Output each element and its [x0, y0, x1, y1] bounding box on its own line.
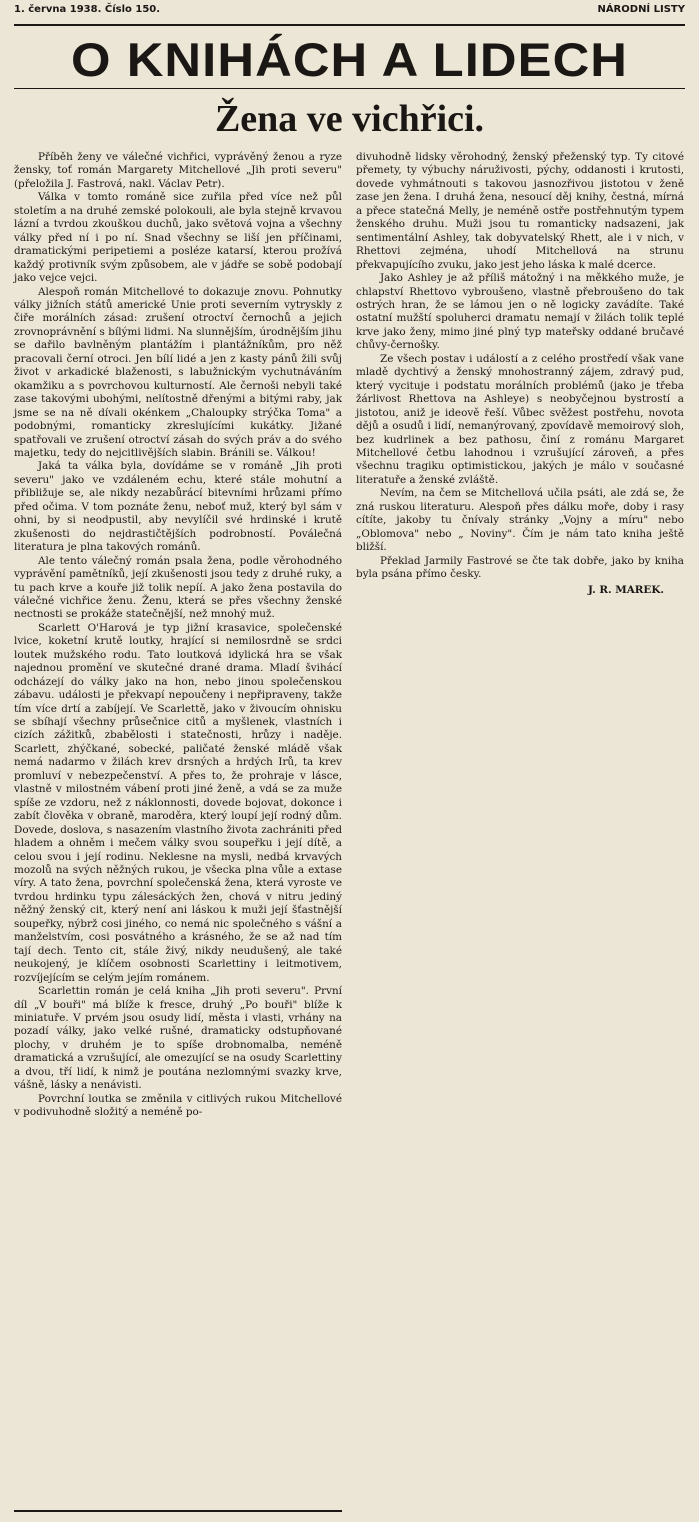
paper-name: NÁRODNÍ LISTY — [597, 4, 685, 15]
header-rule — [14, 24, 685, 26]
article-body — [14, 151, 685, 1120]
paragraph: Alespoň román Mitchellové to dokazuje znovu. Pohnutky války jižních států americké Unie proti severním vytryskly z čiře morálních zásad: zrušení otroctví černochů a jejich zrovnoprávnění s bílými lidmi. Na slunnějším, úrodnějším jihu se dařilo bavlněným plantážím i plantážníkům, pro něž pracovali černí otroci. Jen bílí lidé a jen z kasty pánů žili svůj život v arkadické blaženosti, s labužnickým vychutnáváním okamžiku a s povrchovou kulturností. Ale černoši nebyli také zase takovými ubohými, nelítostně dřenými a bitými raby, jak jsme se na ně dívali okénkem „Chaloupky strýčka Toma" a podobnými, romanticky zkreslujícími kukátky. Jižané spatřovali ve zrušení otroctví zásah do svých práv a do svého majetku, tedy do nejcitlivějších slabin. Bránili se. Válkou! — [14, 285, 342, 459]
paragraph: Válka v tomto románě sice zuřila před více než půl stoletím a na druhé zemské polokouli, ale byla stejně krvavou lázní a tvrdou zkouškou duchů, jako světová vojna a všechny války před ní i po ní. Snad všechny se liší jen příčinami, dramatickými peripetiemi a posléze katarsí, kterou prožívá každý protivník svým způsobem, ale v jádře se sobě podobají jako vejce vejci. — [14, 191, 342, 285]
paragraph: Jaká ta válka byla, dovídáme se v románě „Jih proti severu" jako ve vzdáleném echu, které stále mohutní a přibližuje se, ale nikdy nezabůrácí bitevními hrůzami přímo před očima. V tom poznáte ženu, neboť muž, který byl sám v ohni, by si neodpustil, aby nevylíčil své hrdinské i krutě zkušenosti do nejdrastičtějších podrobností. Poválečná literatura je plna takových románů. — [14, 460, 342, 554]
paragraph: Povrchní loutka se změnila v citlivých rukou Mitchellové v podivuhodně složitý a neméně po- — [14, 1092, 342, 1119]
paragraph: Scarlettin román je celá kniha „Jih proti severu". První díl „V bouři" má blíže k fresce, druhý „Po bouři" blíže k miniatuře. V prvém jsou osudy lidí, města i vlasti, vrhány na pozadí války, jako velké rušné, dramaticky odstupňované plochy, v druhém je to spíše drobnomalba, neméně dramatická a vzrušující, ale omezující se na osudy Scarlettiny a dvou, tří lidí, k nimž je poutána nezlomnými svazky krve, vášně, lásky a nenávisti. — [14, 985, 342, 1092]
paragraph: Ale tento válečný román psala žena, podle věrohodného vyprávění pamětníků, její zkušenosti jsou tedy z druhé ruky, a tu pach krve a kouře již tolik nepíí. A jako žena postavila do válečné vichřice ženu. Ženu, která se přes všechny ženské nectnosti se prokáže statečnější, než mnohý muž. — [14, 554, 342, 621]
paragraph: Příběh ženy ve válečné vichřici, vyprávěný ženou a ryze žensky, toť román Margarety Mitchellové „Jih proti severu" (přeložila J. Fastrová, nakl. Václav Petr). — [14, 151, 342, 190]
page-header — [14, 0, 685, 22]
article-title: Žena ve vichřici. — [214, 98, 485, 140]
paragraph: Jako Ashley je až příliš mátožný i na měkkého muže, je chlapství Rhettovo vybroušeno, vlastně přebroušeno do tak ostrých hran, že se lámou jen o ně logicky zavádíte. Také ostatní mužští spoluherci dramatu nemají v žilách tolik teplé krve jako ženy, mimo jiné plný typ mateřsky oddané bručavé chůvy-černošky. — [356, 272, 684, 352]
date-issue: 1. června 1938. Číslo 150. — [14, 4, 161, 15]
author-byline: J. R. MAREK. — [588, 583, 664, 596]
paragraph: Překlad Jarmily Fastrové se čte tak dobře, jako by kniha byla psána přímo česky. — [356, 554, 684, 581]
section-title: O KNIHÁCH A LIDECH — [70, 33, 629, 86]
section-rule — [14, 88, 685, 89]
left-column — [14, 151, 342, 1120]
paragraph: Scarlett O'Harová je typ jižní krasavice, společenské lvice, koketní krutě loutky, hrající si nemilosrdně se srdci loutek mužského rodu. Tato loutková idylická hra se však najednou promění ve skutečné drané drama. Mladí švihácí odcházejí do války jako na hon, nebo jinou společenskou zábavu. události je překvapí nepoučeny i nepřipraveny, takže tím více drtí a zabíjejí. Ve Scarlettě, jako v živoucím ohnisku se sbíhají všechny průsečnice citů a myšlenek, vlastních i cizích zážitků, zbabělosti i statečnosti, hrůzy i naděje. Scarlett, zhýčkané, sobecké, paličaté ženské mládě však nemá nadarmo v žilách krev drsných a hrdých Irů, ta krev promluví v nebezpečenství. A přes to, že prohraje v lásce, vlastně v milostném vábení proti jiné ženě, a vdá se za muže spíše ze vzdoru, než z náklonnosti, dovede bojovat, dokonce i zabít člověka v obraně, maroděra, který loupí její rodný dům. Dovede, doslova, s nasazením vlastního života zachrániti před hladem a ohněm i mečem války svou soupeřku i její dítě, a celou svou i její rodinu. Neklesne na mysli, nedbá krvavých mozolů na svých něžných rukou, je všecka plna vůle a extase víry. A tato žena, povrchní společenská žena, která vyroste ve tvrdou hrdinku typu zálesáckých žen, chová v nitru jediný něžný ženský cit, který není ani láskou k muži její šťastnější soupeřky, nýbrž cosi jiného, co nemá nic společného s vášní a manželstvím, cosi posvátného a krásného, že se až nad tím tají dech. Tento cit, stále živý, nikdy neudušený, ale také neukojený, je klíčem osobnosti Scarlettiny i leitmotivem, rozvíjejícím se celým jejím románem. — [14, 621, 342, 984]
paragraph: Nevím, na čem se Mitchellová učila psáti, ale zdá se, že zná ruskou literaturu. Alespoň přes dálku moře, doby i rasy cítíte, jakoby tu čnívaly stránky „Vojny a míru" nebo „Oblomova" nebo „ Noviny". Čím je nám tato kniha ještě bližší. — [356, 487, 684, 554]
right-column — [356, 151, 684, 1120]
bottom-rule — [14, 1510, 342, 1512]
paragraph: divuhodně lidsky věrohodný, ženský přeženský typ. Ty citové přemety, ty výbuchy náruživosti, pýchy, oddanosti i krutosti, dovede vyhmátnouti s takovou jasnozřivou jistotou v ženě zase jen žena. I druhá žena, nesoucí děj knihy, čestná, mírná a přece statečná Melly, je neméně ostře postřehnutým typem ženského druhu. Muži jsou tu romanticky nadsazeni, jak sentimentální Ashley, tak dobyvatelský Rhett, ale i v nich, v Rhettovi zejména, uhodí Mitchellová na strunu překvapujícího zvuku, jako jest jeho láska k malé dcerce. — [356, 151, 684, 271]
paragraph: Ze všech postav i událostí a z celého prostředí však vane mladě dychtivý a ženský mnohostranný zájem, zdravý pud, který vycituje i podstatu morálních problémů (jako je třeba žárlivost Rhettova na Ashleye) s neobyčejnou bystrostí a jistotou, aniž je ideově řeší. Vůbec svěžest postřehu, novota dějů a osudů i lidí, nemanýrovaný, zpovídavě memoirový sloh, bez kudrlinek a bez pathosu, činí z románu Margaret Mitchellové četbu lahodnou i vzrušující zároveň, a přes všechnu tragiku optimistickou, jakých je málo v současné literatuře a ženské zvláště. — [356, 352, 684, 486]
